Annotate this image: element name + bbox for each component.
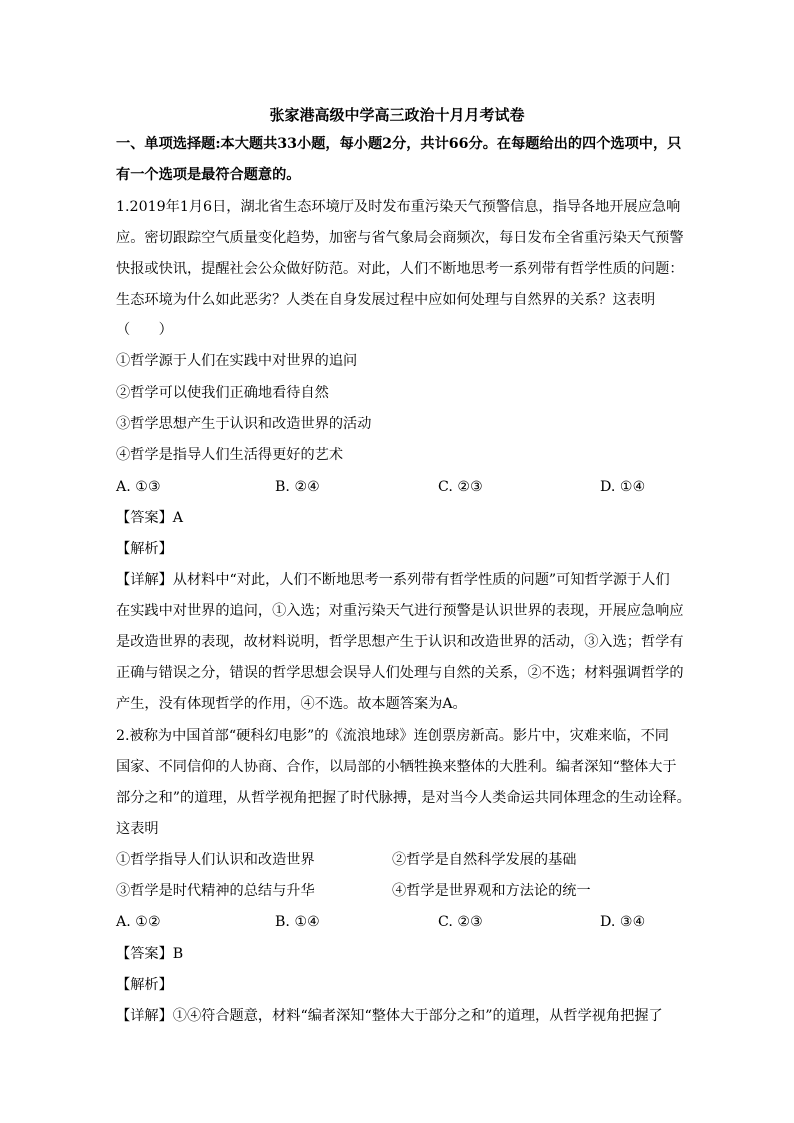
q1-analysis-label: 【解析】 bbox=[116, 541, 173, 557]
q2-detail-line: 【详解】①④符合题意，材料“编者深知“整体大于部分之和”的道理，从哲学视角把握了 bbox=[116, 1008, 663, 1024]
section-heading-cont: 有一个选项是最符合题意的。 bbox=[116, 167, 301, 183]
q1-detail-line: 产生，没有体现哲学的作用，④不选。故本题答案为A。 bbox=[116, 696, 467, 712]
q1-detail-line: 是改造世界的表现，故材料说明，哲学思想产生于认识和改造世界的活动，③入选；哲学有 bbox=[116, 634, 684, 650]
q2-item: ②哲学是自然科学发展的基础 bbox=[392, 852, 577, 868]
q1-option-d: D. ①④ bbox=[600, 479, 646, 495]
q2-option-d: D. ③④ bbox=[600, 914, 646, 930]
q2-stem-line: 国家、不同信仰的人协商、合作，以局部的小牺牲换来整体的大胜利。编者深知“整体大于 bbox=[116, 759, 677, 775]
q1-answer: 【答案】A bbox=[116, 510, 183, 526]
page-title: 张家港高级中学高三政治十月月考试卷 bbox=[269, 106, 525, 124]
section-heading: 一、单项选择题:本大题共33小题，每小题2分，共计66分。在每题给出的四个选项中，只 bbox=[116, 136, 682, 152]
q1-option-b: B. ②④ bbox=[275, 479, 320, 495]
q2-analysis-label: 【解析】 bbox=[116, 977, 173, 993]
q1-stem-line: 应。密切跟踪空气质量变化趋势，加密与省气象局会商频次，每日发布全省重污染天气预警 bbox=[116, 230, 684, 246]
q1-detail-line: 在实践中对世界的追问，①入选；对重污染天气进行预警是认识世界的表现，开展应急响应 bbox=[116, 603, 684, 619]
q2-stem-line: 2.被称为中国首部“硬科幻电影”的《流浪地球》连创票房新高。影片中，灾难来临，不同 bbox=[116, 728, 669, 744]
q1-option-a: A. ①③ bbox=[116, 479, 161, 495]
q1-stem-line: 1.2019年1月6日，湖北省生态环境厅及时发布重污染天气预警信息，指导各地开展应急响 bbox=[116, 199, 681, 215]
q2-item: ①哲学指导人们认识和改造世界 bbox=[116, 852, 315, 868]
q1-item: ③哲学思想产生于认识和改造世界的活动 bbox=[116, 416, 372, 432]
q2-item: ④哲学是世界观和方法论的统一 bbox=[392, 883, 591, 899]
q2-option-c: C. ②③ bbox=[438, 914, 483, 930]
q2-answer: 【答案】B bbox=[116, 946, 184, 962]
q2-option-a: A. ①② bbox=[116, 914, 161, 930]
q1-answer-blank: （ ） bbox=[116, 322, 173, 338]
q1-detail-line: 【详解】从材料中“对此，人们不断地思考一系列带有哲学性质的问题”可知哲学源于人们 bbox=[116, 572, 670, 588]
q1-stem-line: 生态环境为什么如此恶劣？人类在自身发展过程中应如何处理与自然界的关系？这表明 bbox=[116, 292, 656, 308]
q2-item: ③哲学是时代精神的总结与升华 bbox=[116, 883, 315, 899]
q1-item: ④哲学是指导人们生活得更好的艺术 bbox=[116, 447, 344, 463]
q2-stem-line: 部分之和”的道理，从哲学视角把握了时代脉搏，是对当今人类命运共同体理念的生动诠释。 bbox=[116, 790, 691, 806]
q1-item: ①哲学源于人们在实践中对世界的追问 bbox=[116, 353, 358, 369]
q1-option-c: C. ②③ bbox=[438, 479, 483, 495]
q2-option-b: B. ①④ bbox=[275, 914, 320, 930]
q1-item: ②哲学可以使我们正确地看待自然 bbox=[116, 385, 329, 401]
q2-stem-line: 这表明 bbox=[116, 821, 159, 837]
q1-stem-line: 快报或快讯，提醒社会公众做好防范。对此，人们不断地思考一系列带有哲学性质的问题： bbox=[116, 261, 684, 277]
q1-detail-line: 正确与错误之分，错误的哲学思想会误导人们处理与自然的关系，②不选；材料强调哲学的 bbox=[116, 665, 684, 681]
